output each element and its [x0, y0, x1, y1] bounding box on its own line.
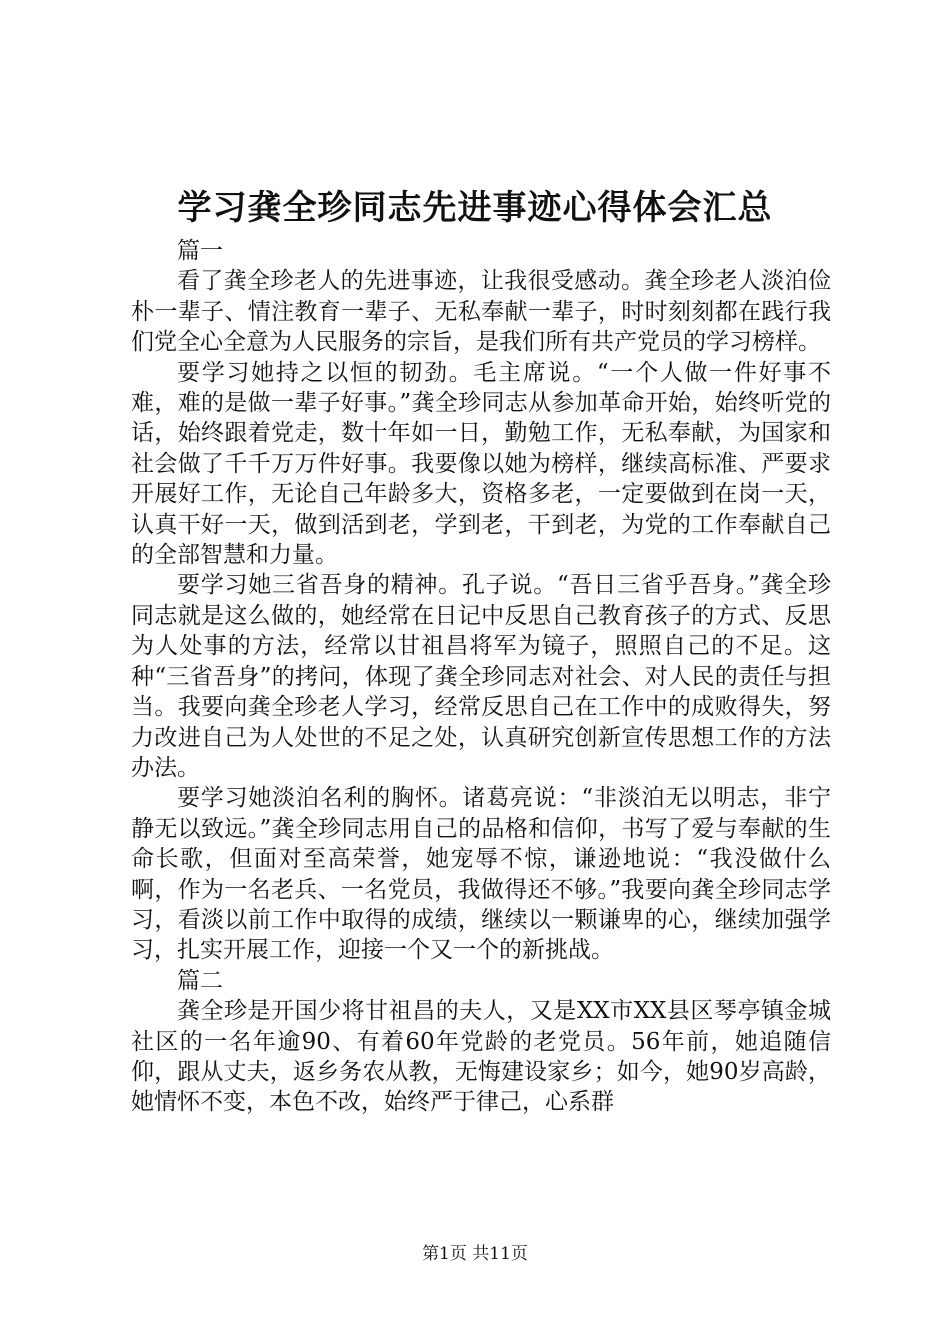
page-footer: 第1页 共11页	[422, 1244, 528, 1264]
section-heading-2: 篇二	[177, 967, 223, 994]
page-title: 学习龚全珍同志先进事迹心得体会汇总	[177, 188, 773, 228]
paragraph: 要学习她持之以恒的韧劲。毛主席说。“一个人做一件好事不难，难的是做一辈子好事。”龚全珍同志从参加革命开始，始终听党的话，始终跟着党走，数十年如一日，勤勉工作，无私奉献，为国家和社会做了千千万万件好事。我要像以她为榜样，继续高标准、严要求开展好工作，无论自己年龄多大，资格多老，一定要做到在岗一天，认真干好一天，做到活到老，学到老，干到老，为党的工作奉献自己的全部智慧和力量。	[131, 359, 831, 569]
document-body	[131, 236, 831, 1118]
paragraph: 要学习她三省吾身的精神。孔子说。“吾日三省乎吾身。”龚全珍同志就是这么做的，她经常在日记中反思自己教育孩子的方式、反思为人处事的方法，经常以甘祖昌将军为镜子，照照自己的不足。这种“三省吾身”的拷问，体现了龚全珍同志对社会、对人民的责任与担当。我要向龚全珍老人学习，经常反思自己在工作中的成败得失，努力改进自己为人处世的不足之处，认真研究创新宣传思想工作的方法办法。	[131, 572, 831, 781]
paragraph: 要学习她淡泊名利的胸怀。诸葛亮说：“非淡泊无以明志，非宁静无以致远。”龚全珍同志用自己的品格和信仰，书写了爱与奉献的生命长歌，但面对至高荣誉，她宠辱不惊，谦逊地说：“我没做什么啊，作为一名老兵、一名党员，我做得还不够。”我要向龚全珍同志学习，看淡以前工作中取得的成绩，继续以一颗谦卑的心，继续加强学习，扎实开展工作，迎接一个又一个的新挑战。	[131, 785, 831, 964]
paragraph: 看了龚全珍老人的先进事迹，让我很受感动。龚全珍老人淡泊俭朴一辈子、情注教育一辈子、无私奉献一辈子，时时刻刻都在践行我们党全心全意为人民服务的宗旨，是我们所有共产党员的学习榜样。	[131, 268, 831, 356]
section-heading-1: 篇一	[177, 238, 223, 264]
paragraph: 龚全珍是开国少将甘祖昌的夫人，又是XX市XX县区琴亭镇金城社区的一名年逾90、有着60年党龄的老党员。56年前，她追随信仰，跟从丈夫，返乡务农从教，无悔建设家乡；如今，她90岁高龄，她情怀不变，本色不改，始终严于律己，心系群	[131, 998, 831, 1116]
